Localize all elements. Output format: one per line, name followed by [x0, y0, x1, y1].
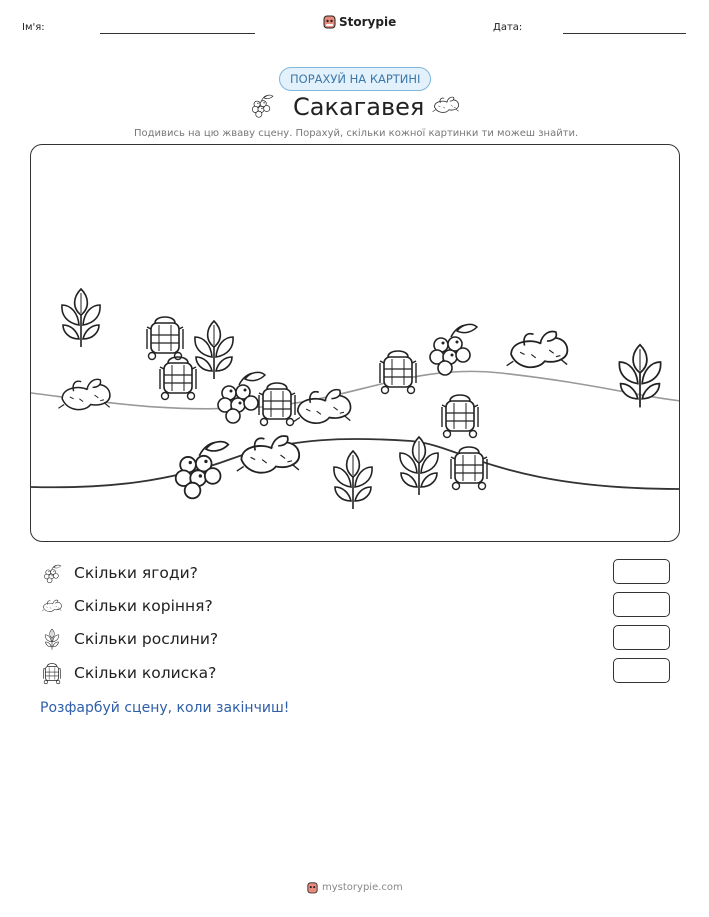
- root-icon: [40, 594, 64, 618]
- plant-icon: [334, 451, 372, 509]
- question-text: Скільки колиска?: [74, 664, 217, 682]
- root-icon: [237, 436, 299, 473]
- question-text: Скільки ягоди?: [74, 564, 198, 582]
- answer-box-roots[interactable]: [613, 592, 670, 617]
- coloring-instruction: Розфарбуй сцену, коли закінчиш!: [40, 700, 290, 716]
- site-url[interactable]: mystorypie.com: [322, 882, 403, 893]
- activity-badge: ПОРАХУЙ НА КАРТИНІ: [279, 67, 431, 91]
- berries-icon: [247, 88, 277, 122]
- berries-icon: [40, 561, 64, 585]
- storypie-logo-icon: [323, 14, 336, 29]
- root-icon: [58, 379, 110, 409]
- date-line[interactable]: [563, 33, 686, 34]
- brand-logo: [323, 14, 396, 29]
- berries-icon: [218, 372, 265, 423]
- plant-icon: [195, 321, 233, 379]
- plant-icon: [62, 289, 100, 347]
- page-subtitle: Подивись на цю жваву сцену. Порахуй, скільки кожної картинки ти можеш знайти.: [134, 128, 579, 139]
- question-text: Скільки коріння?: [74, 597, 213, 615]
- scene-illustration: [31, 145, 679, 541]
- cradle-icon: [380, 351, 416, 394]
- question-text: Скільки рослини?: [74, 630, 219, 648]
- plant-icon: [619, 345, 660, 408]
- root-icon: [507, 332, 568, 368]
- page-title: Сакагавея: [293, 93, 425, 121]
- question-row-berries: [40, 561, 198, 585]
- cradle-icon: [147, 317, 183, 360]
- name-label: Ім'я:: [22, 22, 45, 33]
- root-icon: [294, 390, 351, 424]
- answer-box-cradles[interactable]: [613, 658, 670, 683]
- root-icon: [430, 92, 462, 118]
- question-row-cradles: [40, 661, 216, 685]
- question-row-plants: [40, 627, 218, 651]
- cradle-icon: [442, 395, 478, 438]
- plant-icon: [40, 627, 64, 651]
- cradle-icon: [40, 661, 64, 685]
- answer-box-berries[interactable]: [613, 559, 670, 584]
- brand-name: Storypie: [339, 14, 397, 29]
- question-row-roots: [40, 594, 213, 618]
- site-footer: [307, 881, 403, 894]
- storypie-logo-icon: [307, 881, 318, 894]
- answer-box-plants[interactable]: [613, 625, 670, 650]
- scene-frame: [30, 144, 680, 542]
- name-line[interactable]: [100, 33, 255, 34]
- date-label: Дата:: [493, 22, 523, 33]
- cradle-icon: [160, 357, 196, 400]
- berries-icon: [176, 442, 229, 499]
- berries-icon: [430, 324, 477, 375]
- cradle-icon: [259, 383, 295, 426]
